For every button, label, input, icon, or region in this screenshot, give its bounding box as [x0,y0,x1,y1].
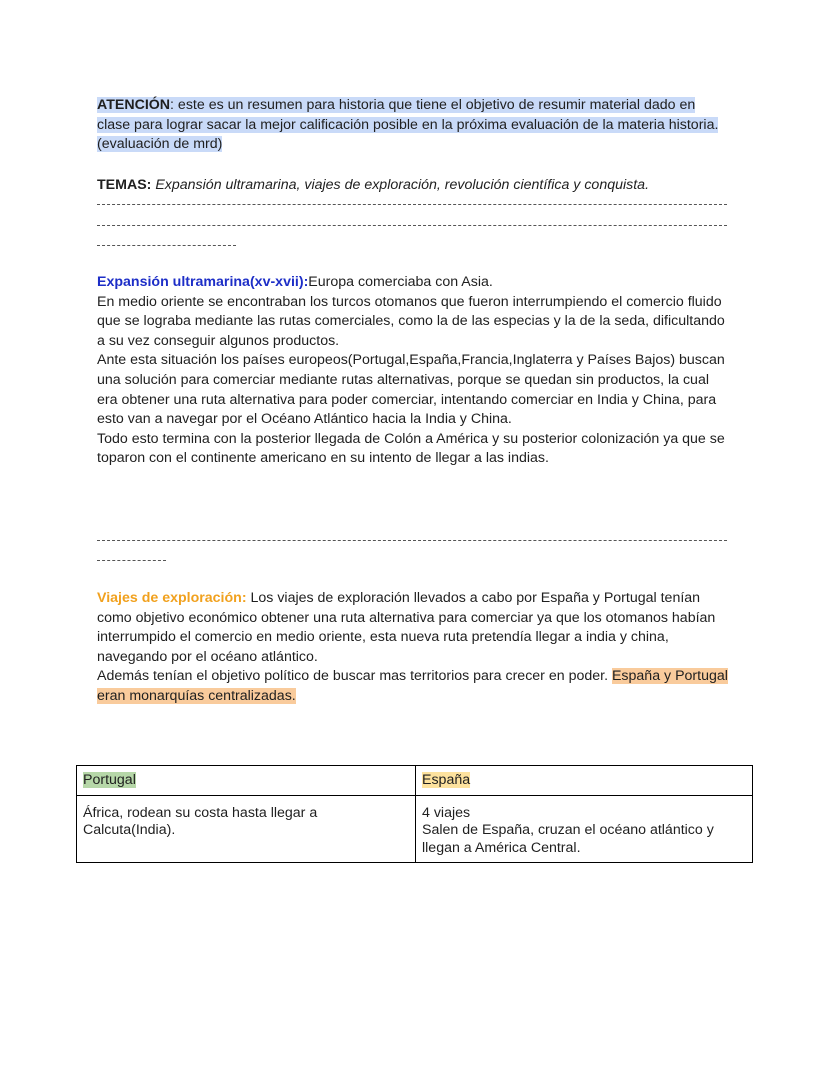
portugal-header: Portugal [83,772,136,788]
topics-label: TEMAS: [97,177,152,193]
attention-label: ATENCIÓN [97,97,171,113]
espana-header: España [422,772,471,788]
viajes-text-2: Además tenían el objetivo político de buscar mas territorios para crecer en poder. [97,668,612,685]
topics-line [97,176,729,196]
expansion-lead: Europa comerciaba con Asia. [308,274,493,290]
topics-text: Expansión ultramarina, viajes de exploración, revolución científica y conquista. [151,177,650,193]
attention-text: : este es un resumen para historia que tiene el objetivo de resumir material dado en clase para lograr sacar la mejor calificación posible en la próxima evaluación de la materia historia.(evaluación de mrd) [97,97,719,153]
viajes-highlight: España y Portugal eran monarquías centralizadas. [97,668,728,704]
espana-line: Salen de España, cruzan el océano atlántico y llegan a América Central. [422,822,714,856]
table-cell [416,795,753,863]
table-header-row [77,766,753,796]
viajes-heading: Viajes de exploración: [97,590,247,606]
attention-paragraph [97,96,729,155]
expansion-heading: Expansión ultramarina(xv-xvii): [97,274,309,290]
expansion-section [97,273,729,469]
attention-highlight [97,97,718,152]
comparison-table [76,765,753,863]
viajes-text: Los viajes de exploración llevados a cabo por España y Portugal tenían como objetivo económico obtener una ruta alternativa para comerciar ya que los otomanos habían interrumpido el comercio en medio oriente, esta nueva ruta pretendía llegar a india y china, navegando por el océano atlántico. [97,590,716,665]
expansion-paragraph: Todo esto termina con la posterior llegada de Colón a América y su posterior colonización ya que se toparon con el continente americano en su intento de llegar a las indias. [97,430,725,467]
expansion-paragraph: Ante esta situación los países europeos(Portugal,España,Francia,Inglaterra y Países Bajos) buscan una solución para comerciar mediante rutas alternativas, porque se quedan sin productos, la cual era obtener una ruta alternativa para poder comerciar, intentando comerciar en India y China, para esto van a navegar por el Océano Atlántico hacia la India y China. [97,352,725,428]
table-cell [77,795,416,863]
table-header-cell [77,766,416,796]
dashed-divider [97,225,727,227]
portugal-description: África, rodean su costa hasta llegar a Calcuta(India). [83,804,318,838]
expansion-paragraph: En medio oriente se encontraban los turcos otomanos que fueron interrumpiendo el comercio fluido que se lograba mediante las rutas comerciales, como la de las especias y la de la seda, dificultando a su vez conseguir algunos productos. [97,293,725,349]
dashed-divider [97,245,236,247]
viajes-section [97,589,729,707]
table-header-cell [416,766,753,796]
espana-line: 4 viajes [422,804,471,821]
dashed-divider [97,540,727,542]
dashed-divider [97,560,166,562]
table-row [77,795,753,863]
expansion-heading-line [97,273,729,293]
dashed-divider [97,204,727,206]
